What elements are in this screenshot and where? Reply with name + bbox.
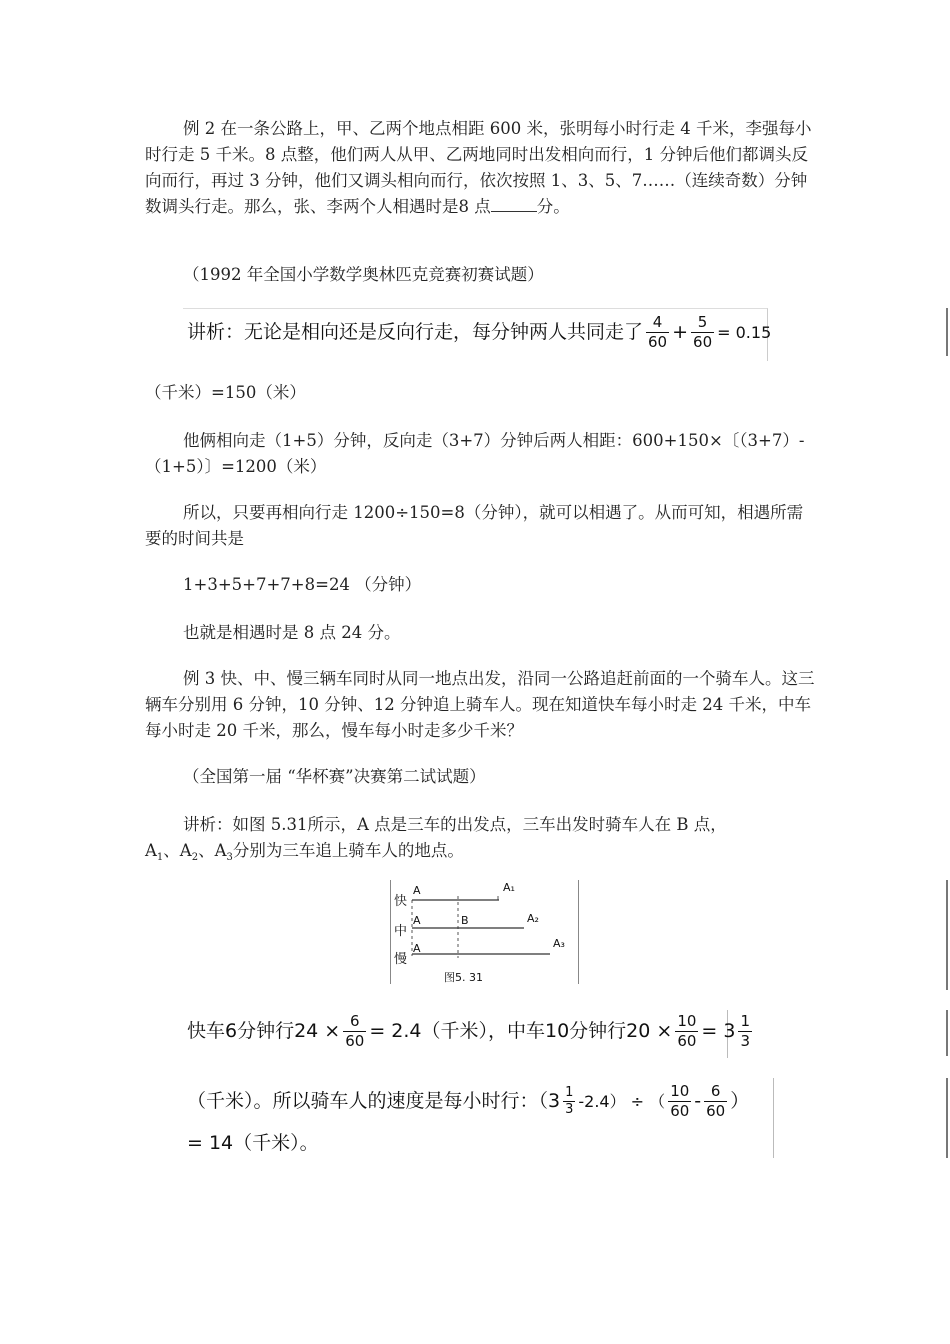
fraction-5-60: $\frac{5}{60}$ [693, 313, 713, 351]
page-edge-mark [946, 880, 948, 990]
figure-lines [390, 878, 580, 988]
fraction-4-60: $\frac{4}{60}$ [648, 313, 668, 351]
fraction-6-60-b: $\frac{6}{60}$ [706, 1082, 726, 1120]
distance-calc: 他俩相向走（1+5）分钟，反向走（3+7）分钟后两人相距：600+150×〔（3+7）-（1+5）〕=1200（米） [145, 431, 805, 476]
example-2-source: （1992 年全国小学数学奥林匹克竞赛初赛试题） [183, 265, 544, 284]
label-a1: A₁ [503, 881, 515, 894]
calc-1-text-a: 快车6分钟行24 × [187, 1020, 341, 1042]
fraction-1-3: $\frac{1}{3}$ [740, 1012, 751, 1050]
calc-image-2 [185, 1078, 774, 1158]
example-3-paragraph: 例 3 快、中、慢三辆车同时从同一地点出发，沿同一公路追赶前面的一个骑车人。这三辆车分别用 6 分钟，10 分钟、12 分钟追上骑车人。现在知道快车每小时走 24 千米，中车每小时走 20 千米，那么，慢车每小时走多少千米？ [145, 669, 815, 740]
label-a-slow: A [413, 942, 421, 955]
calc-2-text-a: （千米）。所以骑车人的速度是每小时行：（3 [187, 1090, 561, 1112]
calc-2-result: = 14（千米）。 [187, 1132, 319, 1154]
analysis-1-text: 讲析：无论是相向还是反向行走，每分钟两人共同走了 [187, 321, 644, 343]
meet-result: 也就是相遇时是 8 点 24 分。 [183, 623, 401, 642]
page-edge-mark [946, 1078, 948, 1158]
example-2-paragraph [145, 116, 815, 220]
row-label-slow: 慢 [394, 952, 408, 967]
calc-1-text-c: = 3 [701, 1020, 736, 1042]
analysis-1-result: = 0.15 [717, 323, 772, 342]
page-edge-mark [946, 1010, 948, 1056]
label-a-fast: A [413, 884, 421, 897]
points-line: $A_1$、$A_2$、$A_3$分别为三车追上骑车人的地点。 [145, 841, 464, 863]
plus-sign: + [672, 321, 689, 343]
fraction-1-3-b: $\frac{1}{3}$ [565, 1085, 574, 1117]
label-a2: A₂ [527, 912, 539, 925]
meet-time-calc: 所以，只要再相向行走 1200÷150=8（分钟），就可以相遇了。从而可知，相遇所需要的时间共是 [145, 503, 804, 548]
row-label-fast: 快 [394, 894, 408, 909]
analysis-image-1 [183, 308, 772, 361]
calc-1-text-b: = 2.4（千米），中车10分钟行20 × [369, 1020, 673, 1042]
calc-2-text-b: -2.4） ÷ （ [578, 1092, 666, 1111]
calc-image-1 [185, 1010, 751, 1058]
total-time: 1+3+5+7+7+8=24 （分钟） [183, 575, 422, 594]
fraction-6-60: $\frac{6}{60}$ [345, 1012, 365, 1050]
row-label-medium: 中 [394, 924, 408, 939]
after-image-text: （千米）=150（米） [145, 383, 306, 402]
label-a-medium: A [413, 914, 421, 927]
example-3-source: （全国第一届 “华杯赛”决赛第二试试题） [183, 767, 486, 786]
figure-5-31 [390, 878, 580, 988]
example-2-text: 例 2 在一条公路上，甲、乙两个地点相距 600 米，张明每小时行走 4 千米，李强每小时行走 5 千米。8 点整，他们两人从甲、乙两地同时出发相向而行，1 分钟后他们都调头反向而行，再过 3 分钟，他们又调头相向而行，依次按照 1、3、5、7……（连续奇数）分钟数调头行走。那么，张、李两个人相遇时是8 点 [145, 119, 812, 216]
example-3-analysis: 讲析：如图 5.31所示，A 点是三车的出发点，三车出发时骑车人在 B 点， [183, 815, 727, 834]
minus-sign: - [694, 1090, 702, 1112]
label-a3: A₃ [553, 937, 565, 950]
fraction-10-60-b: $\frac{10}{60}$ [670, 1082, 690, 1120]
page-edge-mark [946, 308, 948, 356]
answer-blank [491, 197, 537, 212]
figure-caption: 图5. 31 [444, 971, 483, 984]
fraction-10-60: $\frac{10}{60}$ [677, 1012, 697, 1050]
calc-2-text-c: ） [730, 1090, 750, 1112]
label-b: B [461, 914, 469, 927]
example-2-end: 分。 [536, 197, 570, 216]
